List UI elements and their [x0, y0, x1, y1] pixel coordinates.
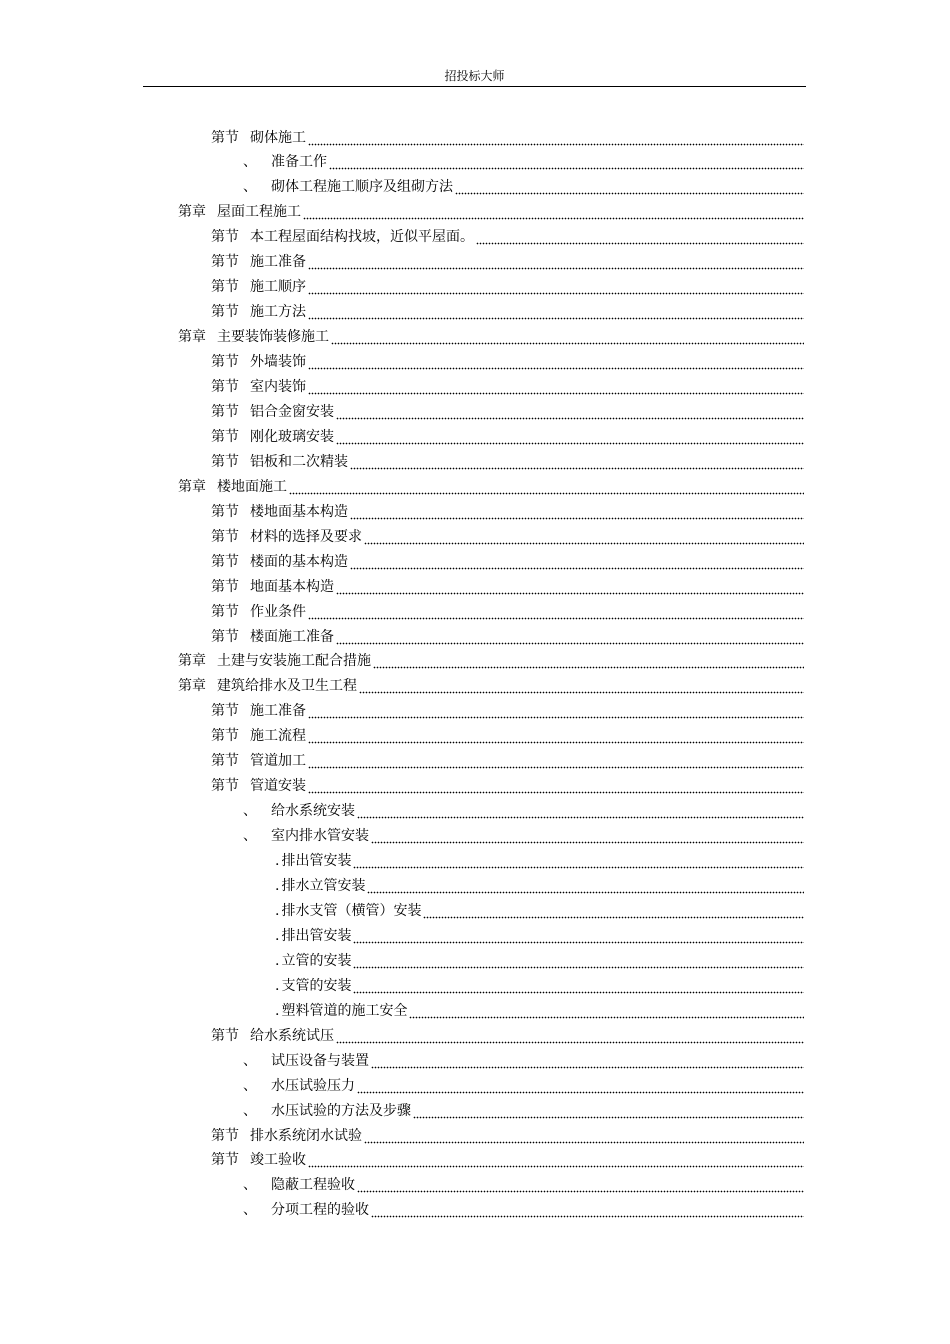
- toc-entry-label: [211, 626, 335, 646]
- toc-entry-prefix: 第节: [211, 778, 239, 795]
- dot-leader: [353, 930, 804, 944]
- toc-entry[interactable]: [211, 299, 804, 324]
- dot-leader: [331, 331, 804, 345]
- toc-entry-prefix: 第节: [211, 1027, 239, 1044]
- toc-entry-title: 砌体工程施工顺序及组砌方法: [271, 179, 453, 196]
- dot-leader: [357, 805, 804, 819]
- toc-entry-prefix: 第节: [211, 254, 239, 271]
- toc-entry-label: [178, 675, 358, 695]
- toc-entry-prefix: 第节: [211, 578, 239, 595]
- toc-entry-title: 排水立管安装: [281, 878, 366, 894]
- toc-entry-title: 铝合金窗安装: [250, 403, 334, 420]
- dot-leader: [308, 381, 804, 395]
- dot-leader: [373, 655, 804, 669]
- toc-entry-label: [275, 975, 352, 995]
- toc-entry-title: 给水系统试压: [250, 1027, 334, 1044]
- toc-entry-title: 排出管安装: [281, 927, 352, 944]
- toc-entry-prefix: .: [275, 878, 280, 894]
- toc-entry-prefix: 第节: [211, 229, 239, 246]
- toc-entry-title: 作业条件: [250, 603, 306, 620]
- toc-entry-prefix: 、: [243, 1177, 257, 1194]
- toc-entry-prefix: 、: [243, 803, 257, 820]
- toc-entry-prefix: 第节: [211, 403, 239, 420]
- dot-leader: [353, 980, 804, 994]
- toc-entry[interactable]: [275, 947, 804, 972]
- toc-entry-prefix: 第节: [211, 279, 239, 296]
- toc-entry-label: [243, 825, 370, 845]
- dot-leader: [371, 830, 804, 844]
- toc-entry-label: [243, 1075, 356, 1095]
- toc-entry-prefix: 第节: [211, 1152, 239, 1169]
- toc-entry[interactable]: [243, 798, 804, 823]
- toc-entry-prefix: 第节: [211, 428, 239, 445]
- toc-entry-label: [211, 426, 335, 446]
- toc-entry[interactable]: [211, 573, 804, 598]
- toc-entry[interactable]: [211, 423, 804, 448]
- toc-entry[interactable]: [275, 972, 804, 997]
- dot-leader: [350, 556, 804, 570]
- dot-leader: [308, 755, 804, 769]
- toc-entry-label: [211, 401, 335, 421]
- toc-entry[interactable]: [178, 199, 804, 224]
- dot-leader: [367, 880, 804, 894]
- toc-entry[interactable]: [275, 922, 804, 947]
- toc-entry-label: [211, 251, 307, 271]
- toc-entry-label: [178, 326, 330, 346]
- toc-entry-title: 楼面施工准备: [250, 628, 334, 645]
- toc-entry-label: [178, 650, 372, 670]
- toc-entry[interactable]: [211, 349, 804, 374]
- toc-entry-label: [275, 925, 352, 945]
- toc-entry-prefix: 第节: [211, 528, 239, 545]
- toc-entry[interactable]: [211, 124, 804, 149]
- dot-leader: [357, 1179, 804, 1193]
- toc-entry-title: 砌体施工: [250, 129, 306, 146]
- toc-entry-label: [211, 376, 307, 396]
- toc-entry-prefix: 第节: [211, 603, 239, 620]
- toc-entry-prefix: 第节: [211, 553, 239, 570]
- toc-entry[interactable]: [211, 698, 804, 723]
- toc-entry-title: 地面基本构造: [250, 578, 334, 595]
- toc-entry-label: [211, 451, 349, 471]
- toc-entry-label: [211, 501, 349, 521]
- toc-entry[interactable]: [211, 1022, 804, 1047]
- toc-entry-prefix: 第章: [178, 678, 206, 695]
- toc-entry-prefix: 第节: [211, 503, 239, 520]
- toc-entry-title: 管道加工: [250, 753, 306, 770]
- toc-entry-prefix: 、: [243, 1077, 257, 1094]
- toc-entry-label: [211, 700, 307, 720]
- toc-entry-prefix: 第节: [211, 453, 239, 470]
- page-header: [143, 68, 806, 87]
- dot-leader: [423, 905, 804, 919]
- toc-entry-label: [243, 1199, 370, 1219]
- toc-entry[interactable]: [211, 523, 804, 548]
- toc-entry-title: 试压设备与装置: [271, 1052, 369, 1069]
- dot-leader: [308, 705, 804, 719]
- toc-entry-title: 建筑给排水及卫生工程: [217, 678, 357, 695]
- toc-entry[interactable]: [243, 1072, 804, 1097]
- toc-entry[interactable]: [243, 1172, 804, 1197]
- toc-entry-title: 分项工程的验收: [271, 1202, 369, 1219]
- toc-entry-label: [275, 875, 366, 895]
- dot-leader: [336, 431, 804, 445]
- toc-entry[interactable]: [275, 848, 804, 873]
- toc-entry-prefix: 第节: [211, 728, 239, 745]
- toc-entry-label: [211, 551, 349, 571]
- toc-entry-label: [211, 576, 335, 596]
- toc-entry-title: 隐蔽工程验收: [271, 1177, 355, 1194]
- dot-leader: [371, 1204, 804, 1218]
- toc-entry-title: 施工准备: [250, 254, 306, 271]
- toc-entry-prefix: 第节: [211, 628, 239, 645]
- toc-entry-title: 施工流程: [250, 728, 306, 745]
- toc-entry-title: 给水系统安装: [271, 803, 355, 820]
- toc-entry-title: 土建与安装施工配合措施: [217, 653, 371, 670]
- toc-entry[interactable]: [178, 473, 804, 498]
- toc-entry[interactable]: [275, 873, 804, 898]
- toc-entry-label: [275, 1000, 408, 1020]
- toc-entry-title: 准备工作: [271, 154, 327, 171]
- toc-entry-title: 屋面工程施工: [217, 204, 301, 221]
- toc-entry-title: 排出管安装: [281, 853, 352, 870]
- toc-entry-title: 楼面的基本构造: [250, 553, 348, 570]
- toc-entry[interactable]: [178, 648, 804, 673]
- toc-entry-prefix: 第章: [178, 329, 206, 346]
- toc-entry-label: [211, 301, 307, 321]
- toc-entry-prefix: 第节: [211, 354, 239, 371]
- toc-entry-title: 塑料管道的施工安全: [281, 1002, 408, 1019]
- toc-entry-prefix: .: [275, 902, 280, 919]
- dot-leader: [359, 680, 804, 694]
- toc-entry-prefix: 、: [243, 154, 257, 171]
- toc-entry-prefix: 第章: [178, 478, 206, 495]
- toc-entry[interactable]: [211, 398, 804, 423]
- toc-entry[interactable]: [178, 673, 804, 698]
- toc-entry[interactable]: [211, 548, 804, 573]
- dot-leader: [357, 1080, 804, 1094]
- toc-entry-title: 施工方法: [250, 304, 306, 321]
- toc-entry[interactable]: [211, 498, 804, 523]
- toc-entry-prefix: 、: [243, 179, 257, 196]
- toc-entry-label: [211, 526, 363, 546]
- toc-entry-prefix: .: [275, 952, 280, 969]
- dot-leader: [364, 531, 804, 545]
- toc-entry[interactable]: [211, 374, 804, 399]
- dot-leader: [308, 780, 804, 794]
- toc-entry-title: 施工准备: [250, 703, 306, 720]
- toc-entry-label: [275, 950, 352, 970]
- toc-entry-label: [243, 1100, 412, 1120]
- dot-leader: [308, 256, 804, 270]
- toc-entry-prefix: .: [275, 977, 280, 994]
- dot-leader: [371, 1055, 804, 1069]
- toc-entry-prefix: .: [275, 853, 280, 870]
- toc-entry[interactable]: [243, 174, 804, 199]
- toc-entry[interactable]: [211, 598, 804, 623]
- toc-entry-title: 铝板和二次精装: [250, 453, 348, 470]
- toc-entry-label: [211, 1125, 363, 1145]
- toc-entry-label: [243, 1050, 370, 1070]
- dot-leader: [308, 306, 804, 320]
- toc-entry-title: 本工程屋面结构找坡，近似平屋面。: [250, 229, 474, 246]
- toc-entry[interactable]: [243, 1197, 804, 1222]
- toc-entry-prefix: 、: [243, 828, 257, 845]
- toc-entry-label: [211, 226, 475, 246]
- header-title: 招投标大师: [444, 69, 505, 83]
- toc-entry-label: [211, 1025, 335, 1045]
- toc-entry-label: [211, 351, 307, 371]
- toc-entry-prefix: 、: [243, 1052, 257, 1069]
- toc-entry-label: [211, 775, 307, 795]
- toc-entry-title: 主要装饰装修施工: [217, 329, 329, 346]
- toc-entry[interactable]: [275, 897, 804, 922]
- toc-entry-title: 水压试验压力: [271, 1077, 355, 1094]
- toc-entry-title: 楼地面施工: [217, 478, 287, 495]
- toc-entry[interactable]: [211, 1147, 804, 1172]
- toc-entry-prefix: 第节: [211, 304, 239, 321]
- toc-entry-label: [178, 201, 302, 221]
- toc-entry-title: 材料的选择及要求: [250, 528, 362, 545]
- toc-entry-label: [243, 176, 454, 196]
- toc-entry-title: 楼地面基本构造: [250, 503, 348, 520]
- toc-entry-prefix: .: [275, 927, 280, 944]
- toc-entry-label: [211, 725, 307, 745]
- dot-leader: [329, 156, 804, 170]
- toc-entry[interactable]: [243, 1047, 804, 1072]
- dot-leader: [336, 406, 804, 420]
- toc-entry[interactable]: [211, 773, 804, 798]
- toc-entry-title: 施工顺序: [250, 279, 306, 296]
- toc-entry[interactable]: [211, 748, 804, 773]
- toc-entry-prefix: 第节: [211, 703, 239, 720]
- toc-entry[interactable]: [211, 1122, 804, 1147]
- dot-leader: [308, 281, 804, 295]
- dot-leader: [308, 730, 804, 744]
- toc-entry-prefix: .: [275, 1002, 280, 1019]
- toc-entry[interactable]: [211, 723, 804, 748]
- toc-entry-title: 刚化玻璃安装: [250, 428, 334, 445]
- dot-leader: [476, 231, 804, 245]
- toc-entry[interactable]: [211, 623, 804, 648]
- toc-entry[interactable]: [178, 324, 804, 349]
- dot-leader: [350, 456, 804, 470]
- dot-leader: [364, 1130, 804, 1144]
- toc-entry-prefix: 第章: [178, 653, 206, 670]
- toc-entry-prefix: 第节: [211, 753, 239, 770]
- toc-entry-label: [243, 800, 356, 820]
- dot-leader: [303, 206, 804, 220]
- toc-entry-label: [178, 476, 288, 496]
- toc-entry[interactable]: [211, 249, 804, 274]
- dot-leader: [353, 955, 804, 969]
- toc-entry-prefix: 第节: [211, 1127, 239, 1144]
- toc-entry-label: [275, 850, 352, 870]
- toc-entry[interactable]: [243, 823, 804, 848]
- toc-entry[interactable]: [243, 149, 804, 174]
- dot-leader: [336, 1030, 804, 1044]
- toc-entry-title: 外墙装饰: [250, 354, 306, 371]
- toc-entry-title: 室内排水管安装: [271, 828, 369, 845]
- toc-entry-title: 竣工验收: [250, 1152, 306, 1169]
- dot-leader: [289, 481, 804, 495]
- toc-entry-label: [275, 900, 422, 920]
- dot-leader: [353, 855, 804, 869]
- toc-entry-label: [243, 151, 328, 171]
- toc-entry[interactable]: [211, 274, 804, 299]
- dot-leader: [308, 1154, 804, 1168]
- dot-leader: [413, 1105, 804, 1119]
- toc-entry-label: [211, 127, 307, 147]
- toc-entry-prefix: 、: [243, 1102, 257, 1119]
- toc-entry-label: [211, 276, 307, 296]
- toc-entry-label: [211, 750, 307, 770]
- toc-entry[interactable]: [243, 1097, 804, 1122]
- toc-entry-title: 室内装饰: [250, 379, 306, 395]
- toc-entry-label: [211, 601, 307, 621]
- toc-entry-label: [243, 1174, 356, 1194]
- dot-leader: [308, 606, 804, 620]
- toc-entry[interactable]: [275, 997, 804, 1022]
- toc-entry-title: 支管的安装: [281, 977, 352, 994]
- dot-leader: [409, 1005, 804, 1019]
- toc-entry[interactable]: [211, 224, 804, 249]
- toc-entry[interactable]: [211, 448, 804, 473]
- dot-leader: [308, 132, 804, 146]
- toc-entry-title: 排水支管（横管）安装: [281, 902, 422, 919]
- toc-entry-prefix: 第章: [178, 204, 206, 221]
- toc-entry-label: [211, 1149, 307, 1169]
- toc-entry-prefix: 第节: [211, 129, 239, 146]
- dot-leader: [336, 631, 804, 645]
- toc-entry-prefix: 第节: [211, 379, 239, 395]
- toc-entry-prefix: 、: [243, 1202, 257, 1219]
- dot-leader: [336, 581, 804, 595]
- dot-leader: [455, 181, 804, 195]
- dot-leader: [308, 356, 804, 370]
- toc-entry-title: 水压试验的方法及步骤: [271, 1102, 411, 1119]
- toc-entry-title: 排水系统闭水试验: [250, 1127, 362, 1144]
- dot-leader: [350, 506, 804, 520]
- toc-entry-title: 管道安装: [250, 778, 306, 795]
- toc-entry-title: 立管的安装: [281, 952, 352, 969]
